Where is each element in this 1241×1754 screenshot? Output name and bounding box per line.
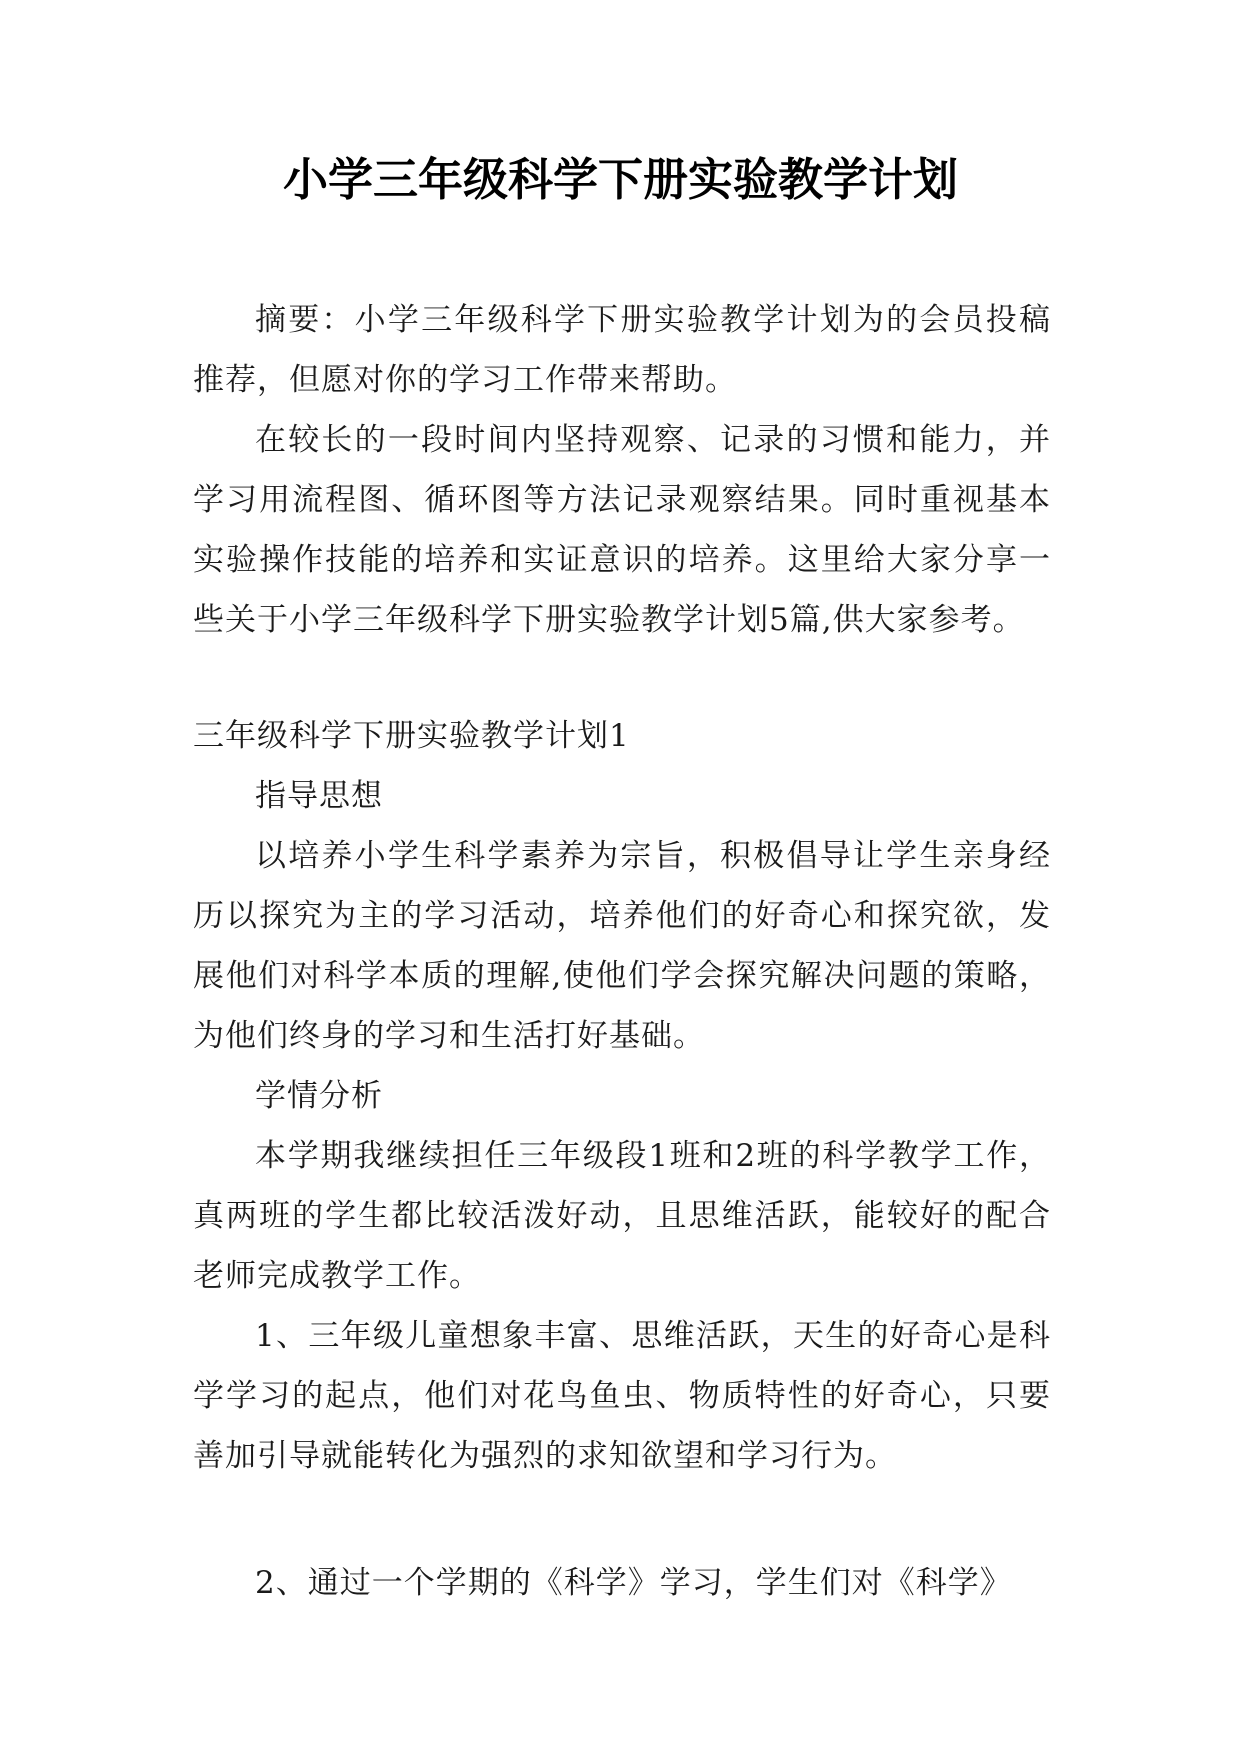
intro-paragraph: 在较长的一段时间内坚持观察、记录的习惯和能力，并学习用流程图、循环图等方法记录观察结果。同时重视基本实验操作技能的培养和实证意识的培养。这里给大家分享一些关于小学三年级科学下册实验教学计划5篇,供大家参考。: [193, 422, 1051, 638]
document-body: [193, 290, 1051, 1613]
student-analysis-paragraph: 本学期我继续担任三年级段1班和2班的科学教学工作，真两班的学生都比较活泼好动，且思维活跃，能较好的配合老师完成教学工作。: [193, 1138, 1051, 1294]
abstract-paragraph: 摘要：小学三年级科学下册实验教学计划为的会员投稿推荐，但愿对你的学习工作带来帮助。: [193, 302, 1051, 398]
section-title: 三年级科学下册实验教学计划1: [193, 718, 630, 754]
analysis-point-2: 2、通过一个学期的《科学》学习，学生们对《科学》: [255, 1565, 1012, 1601]
heading-student-analysis: 学情分析: [255, 1078, 383, 1114]
heading-guiding-thought: 指导思想: [255, 778, 383, 814]
analysis-point-1: 1、三年级儿童想象丰富、思维活跃，天生的好奇心是科学学习的起点，他们对花鸟鱼虫、物质特性的好奇心，只要善加引导就能转化为强烈的求知欲望和学习行为。: [193, 1318, 1051, 1474]
document-title: 小学三年级科学下册实验教学计划: [282, 153, 958, 206]
guiding-thought-paragraph: 以培养小学生科学素养为宗旨，积极倡导让学生亲身经历以探究为主的学习活动，培养他们的好奇心和探究欲，发展他们对科学本质的理解,使他们学会探究解决问题的策略，为他们终身的学习和生活打好基础。: [193, 838, 1051, 1054]
